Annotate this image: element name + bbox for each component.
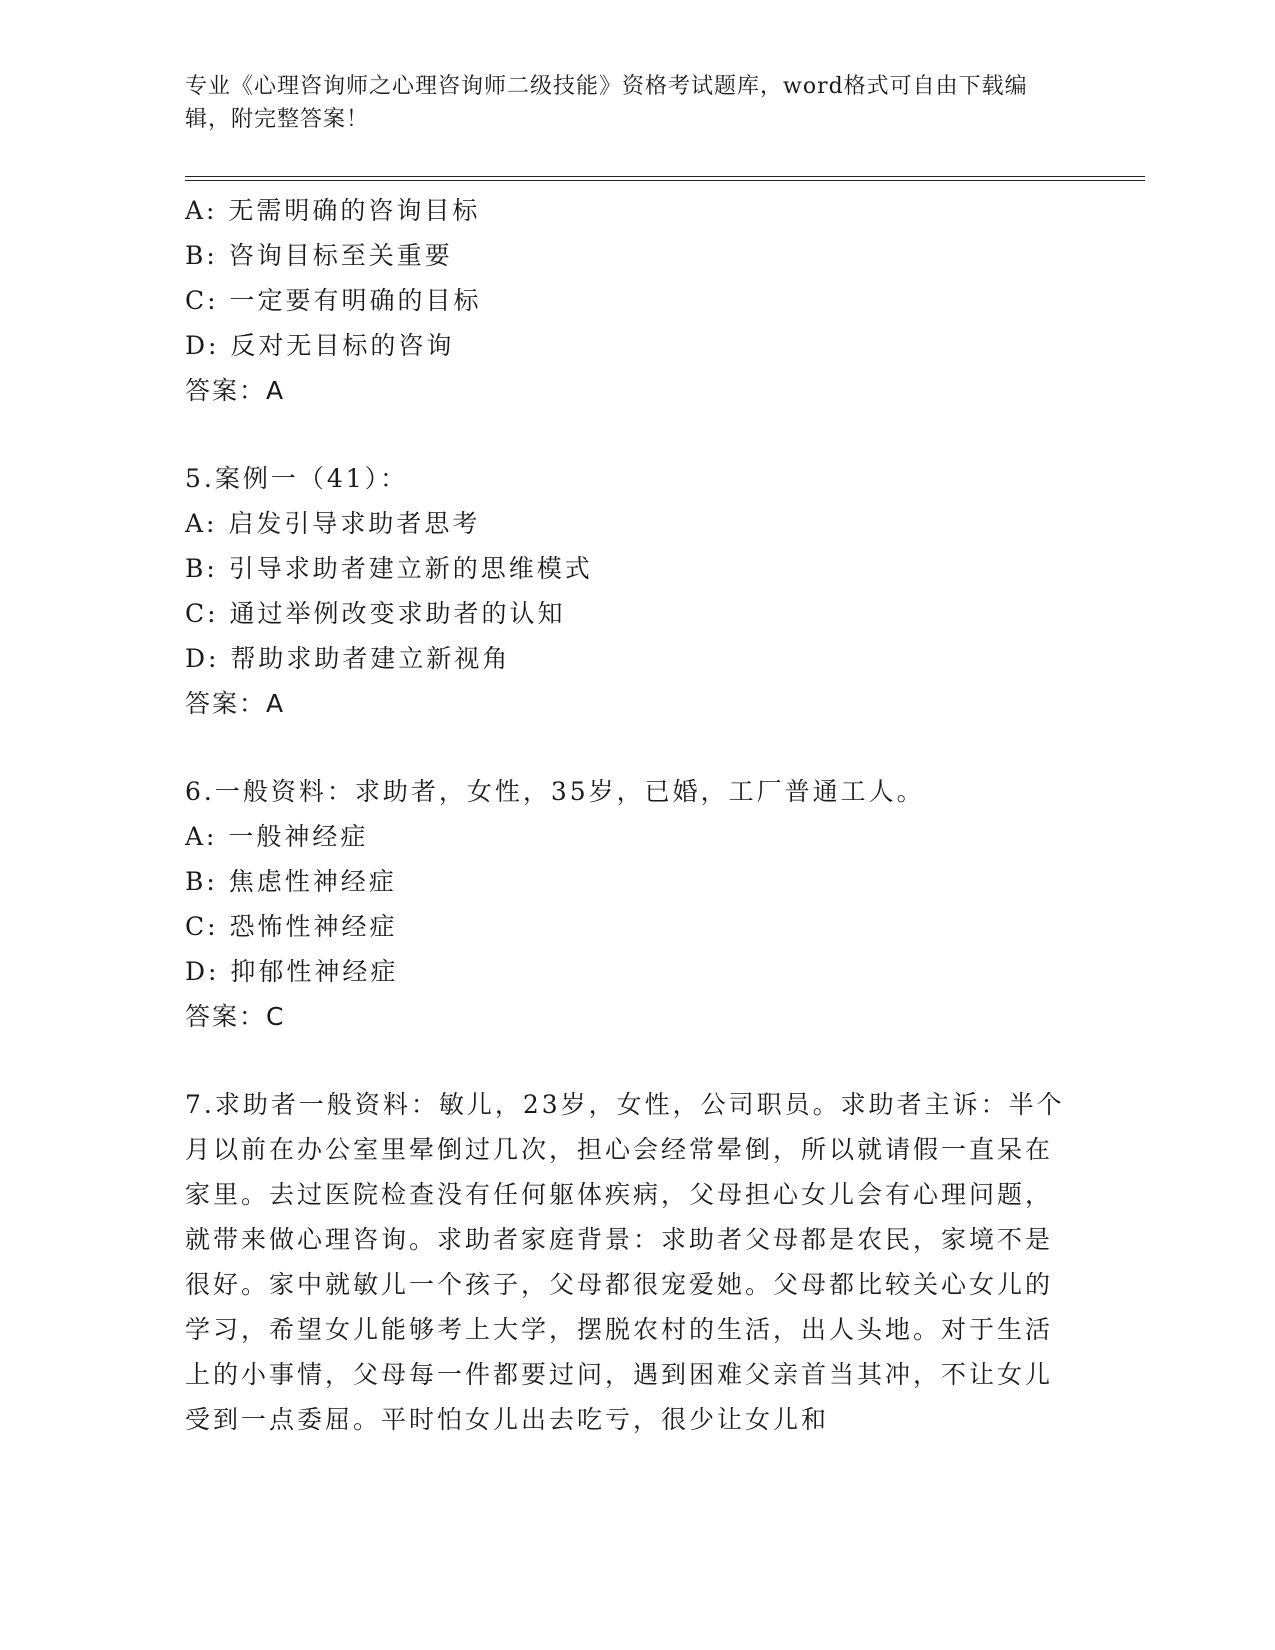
- q5-option-a: A: 启发引导求助者思考: [185, 509, 481, 538]
- q5-title: 5.案例一（41）：: [185, 464, 409, 493]
- q4-option-a: A: 无需明确的咨询目标: [185, 196, 481, 225]
- q5-option-c: C: 通过举例改变求助者的认知: [185, 599, 566, 628]
- q5-answer: 答案：A: [185, 689, 286, 718]
- question-7-block: [185, 1082, 1065, 1442]
- document-header: 专业《心理咨询师之心理咨询师二级技能》资格考试题库，word格式可自由下载编辑，附完整答案！: [185, 74, 1028, 132]
- q4-answer: 答案：A: [185, 376, 286, 405]
- spacer: [185, 414, 1065, 456]
- header-rule-bottom: [185, 180, 1145, 181]
- question-6-block: [185, 769, 1065, 1040]
- q7-paragraph: 7.求助者一般资料：敏儿，23岁，女性，公司职员。求助者主诉：半个月以前在办公室里晕倒过几次，担心会经常晕倒，所以就请假一直呆在家里。去过医院检查没有任何躯体疾病，父母担心女儿会有心理问题，就带来做心理咨询。求助者家庭背景：求助者父母都是农民，家境不是很好。家中就敏儿一个孩子，父母都很宠爱她。父母都比较关心女儿的学习，希望女儿能够考上大学，摆脱农村的生活，出人头地。对于生活上的小事情，父母每一件都要过问，遇到困难父亲首当其冲，不让女儿受到一点委屈。平时怕女儿出去吃亏，很少让女儿和: [185, 1090, 1065, 1434]
- question-5-block: [185, 456, 1065, 727]
- question-4-block: [185, 188, 1065, 414]
- spacer: [185, 727, 1065, 769]
- q5-option-d: D: 帮助求助者建立新视角: [185, 644, 511, 673]
- spacer: [185, 1040, 1065, 1082]
- q6-option-c: C: 恐怖性神经症: [185, 912, 398, 941]
- q4-option-d: D: 反对无目标的咨询: [185, 331, 455, 360]
- header-rule-top: [185, 176, 1145, 177]
- q6-option-b: B: 焦虑性神经症: [185, 867, 397, 896]
- q4-option-c: C: 一定要有明确的目标: [185, 286, 482, 315]
- document-body: [185, 188, 1065, 1442]
- q5-option-b: B: 引导求助者建立新的思维模式: [185, 554, 593, 583]
- q6-option-a: A: 一般神经症: [185, 822, 369, 851]
- q6-title: 6.一般资料：求助者，女性，35岁，已婚，工厂普通工人。: [185, 777, 925, 806]
- q4-option-b: B: 咨询目标至关重要: [185, 241, 453, 270]
- q6-option-d: D: 抑郁性神经症: [185, 957, 399, 986]
- q6-answer: 答案：C: [185, 1002, 286, 1031]
